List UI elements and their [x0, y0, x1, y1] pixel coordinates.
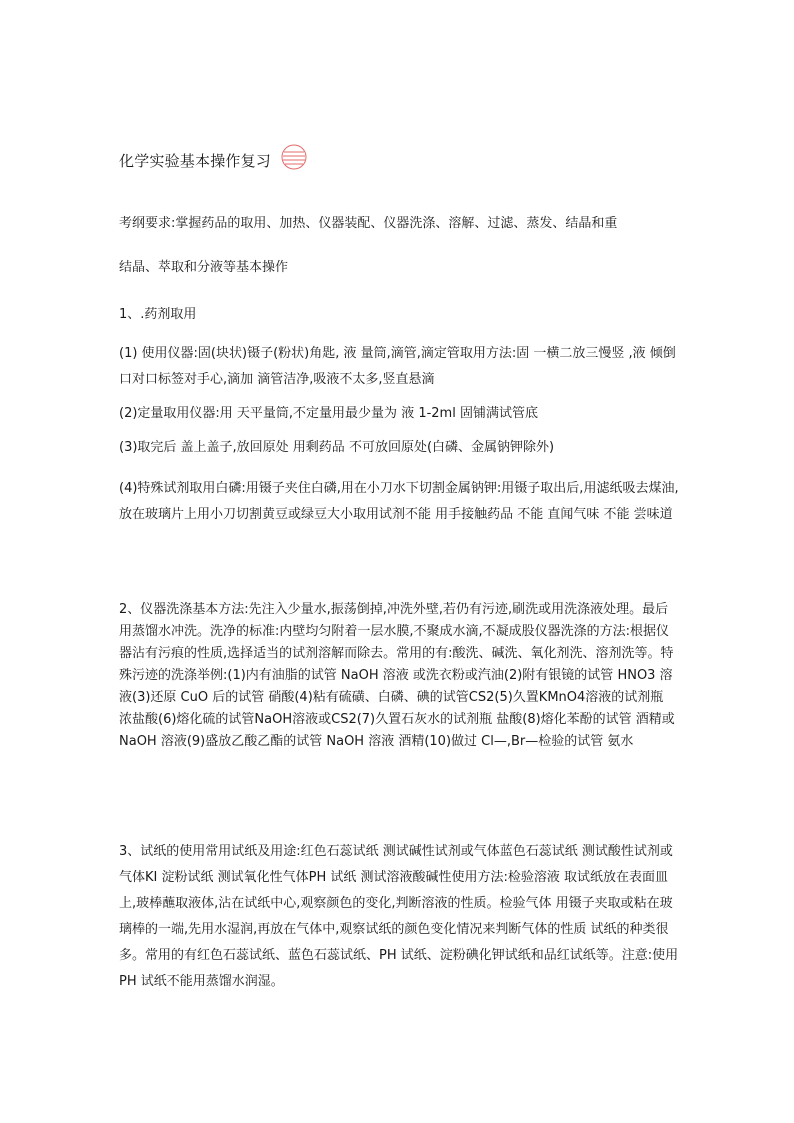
section-2-paragraph: 2、仪器洗涤基本方法:先注入少量水,振荡倒掉,冲洗外壁,若仍有污迹,刷洗或用洗涤液处理。最后用蒸馏水冲洗。洗净的标准:内壁均匀附着一层水膜,不聚成水滴,不凝成股仪器洗涤的方法:根据仪器沾有污痕的性质,选择适当的试剂溶解而除去。常用的有:酸洗、碱洗、氧化剂洗、溶剂洗等。特殊污迹的洗涤举例:(1)内有油脂的试管 NaOH 溶液 或洗衣粉或汽油(2)附有银镜的试管 HNO3 溶液(3)还原 CuO 后的试管 硝酸(4)粘有硫磺、白磷、碘的试管CS2(5)久置KMnO4溶液的试剂瓶 浓盐酸(6)熔化硫的试管NaOH溶液或CS2(7)久置石灰水的试剂瓶 盐酸(8)熔化苯酚的试管 酒精或 NaOH 溶液(9)盛放乙酸乙酯的试管 NaOH 溶液 酒精(10)做过 Cl—,Br—检验的试管 氨水 — [119, 602, 679, 749]
requirement-line-2: 结晶、萃取和分液等基本操作 — [119, 260, 289, 275]
section-1-paragraph-1: (1) 使用仪器:固(块状)镊子(粉状)角匙, 液 量筒,滴管,滴定管取用方法:固 一横二放三慢竖 ,液 倾倒 口对口标签对手心,滴加 滴管洁净,吸液不太多,竖直悬滴 — [119, 346, 680, 387]
title-block — [119, 150, 271, 171]
section-1-paragraph-2: (2)定量取用仪器:用 天平量筒,不定量用最少量为 液 1-2ml 固铺满试管底 — [119, 406, 538, 421]
document-title: 化学实验基本操作复习 — [119, 152, 272, 170]
seal-stamp-icon — [281, 144, 307, 170]
section-1-paragraph-4: (4)特殊试剂取用白磷:用镊子夹住白磷,用在小刀水下切割金属钠钾:用镊子取出后,用滤纸吸去煤油,放在玻璃片上用小刀切割黄豆或绿豆大小取用试剂不能 用手接触药品 不能 直闻气味 不能 尝味道 — [119, 481, 679, 522]
section-1-paragraph-3: (3)取完后 盖上盖子,放回原处 用剩药品 不可放回原处(白磷、金属钠钾除外) — [119, 440, 555, 455]
section-1-heading: 1、.药剂取用 — [119, 307, 197, 322]
requirement-line-1: 考纲要求:掌握药品的取用、加热、仪器装配、仪器洗涤、溶解、过滤、蒸发、结晶和重 — [119, 216, 618, 231]
section-3-paragraph: 3、试纸的使用常用试纸及用途:红色石蕊试纸 测试碱性试剂或气体蓝色石蕊试纸 测试酸性试剂或气体KI 淀粉试纸 测试氧化性气体PH 试纸 测试溶液酸碱性使用方法:检验溶液 取试纸放在表面皿上,玻棒蘸取液体,沾在试纸中心,观察颜色的变化,判断溶液的性质。检验气体 用镊子夹取或粘在玻璃棒的一端,先用水湿润,再放在气体中,观察试纸的颜色变化情况来判断气体的性质 试纸的种类很多。常用的有红色石蕊试纸、蓝色石蕊试纸、PH 试纸、淀粉碘化钾试纸和品红试纸等。注意:使用 PH 试纸不能用蒸馏水润湿。 — [119, 844, 683, 989]
